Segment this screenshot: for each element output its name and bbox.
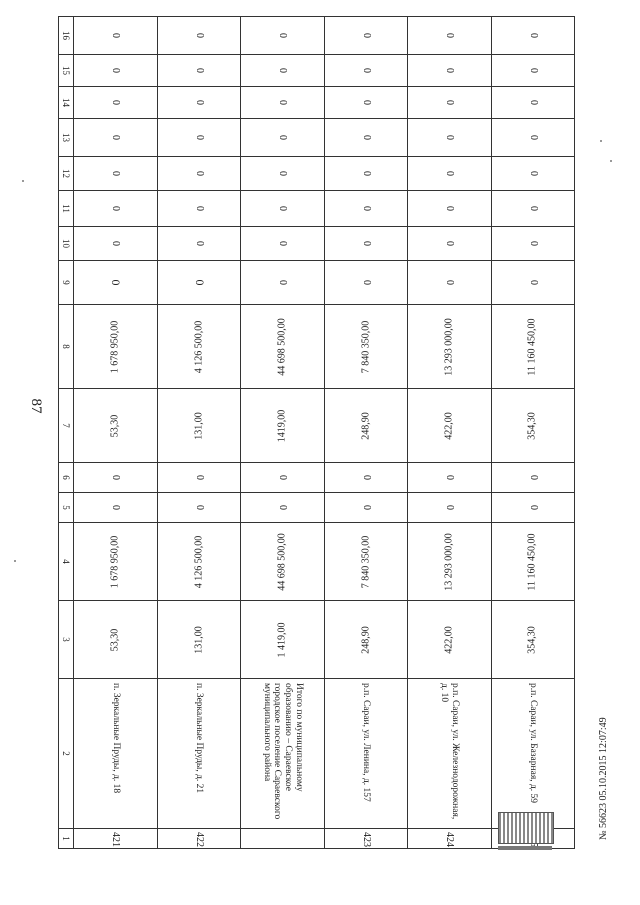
value-cell-col-13: 0 — [241, 119, 324, 157]
value-cell-col-9: 0 — [74, 261, 157, 305]
value-cell-col-3: 131,00 — [157, 601, 240, 679]
value-cell-col-7: 1419,00 — [241, 389, 324, 463]
value-cell-col-12: 0 — [491, 157, 574, 191]
value-cell-col-15: 0 — [241, 55, 324, 87]
value-cell-col-7: 53,30 — [74, 389, 157, 463]
value-cell-col-5: 0 — [157, 493, 240, 523]
table-row — [74, 17, 157, 849]
value-cell-col-7: 422,00 — [408, 389, 491, 463]
column-number-cell: 9 — [59, 261, 74, 305]
column-number-cell: 13 — [59, 119, 74, 157]
address-cell: р.п. Сараи, ул. Базарная, д. 59 — [491, 679, 574, 829]
value-cell-col-11: 0 — [157, 191, 240, 227]
address-cell: р.п. Сараи, ул. Железнодорожная, д. 10 — [408, 679, 491, 829]
value-cell-col-10: 0 — [491, 227, 574, 261]
column-number-cell: 4 — [59, 523, 74, 601]
value-cell-col-5: 0 — [241, 493, 324, 523]
value-cell-col-6: 0 — [241, 463, 324, 493]
value-cell-col-13: 0 — [74, 119, 157, 157]
column-number-cell: 11 — [59, 191, 74, 227]
value-cell-col-4: 4 126 500,00 — [157, 523, 240, 601]
address-cell: р.п. Сараи, ул. Ленина, д. 157 — [324, 679, 407, 829]
scan-speck — [22, 180, 24, 182]
rotated-table-wrapper — [58, 16, 575, 847]
value-cell-col-10: 0 — [241, 227, 324, 261]
table-row — [324, 17, 407, 849]
value-cell-col-8: 4 126 500,00 — [157, 305, 240, 389]
page-number: 87 — [28, 398, 44, 414]
rotated-table-container — [58, 16, 575, 847]
value-cell-col-12: 0 — [408, 157, 491, 191]
value-cell-col-3: 1 419,00 — [241, 601, 324, 679]
value-cell-col-16: 0 — [241, 17, 324, 55]
value-cell-col-16: 0 — [74, 17, 157, 55]
column-number-cell: 5 — [59, 493, 74, 523]
value-cell-col-4: 7 840 350,00 — [324, 523, 407, 601]
value-cell-col-4: 44 698 500,00 — [241, 523, 324, 601]
value-cell-col-10: 0 — [74, 227, 157, 261]
column-number-cell: 8 — [59, 305, 74, 389]
value-cell-col-11: 0 — [408, 191, 491, 227]
scan-speck — [600, 140, 602, 142]
value-cell-col-12: 0 — [157, 157, 240, 191]
column-number-cell: 2 — [59, 679, 74, 829]
value-cell-col-11: 0 — [491, 191, 574, 227]
row-number-cell: 424 — [408, 829, 491, 849]
value-cell-col-5: 0 — [491, 493, 574, 523]
value-cell-col-8: 13 293 000,00 — [408, 305, 491, 389]
table-row — [241, 17, 324, 849]
value-cell-col-14: 0 — [408, 87, 491, 119]
row-number-cell — [241, 829, 324, 849]
value-cell-col-16: 0 — [324, 17, 407, 55]
value-cell-col-9: 0 — [241, 261, 324, 305]
address-cell: п. Зеркальные Пруды, д. 18 — [74, 679, 157, 829]
column-number-cell: 6 — [59, 463, 74, 493]
value-cell-col-13: 0 — [324, 119, 407, 157]
value-cell-col-8: 11 160 450,00 — [491, 305, 574, 389]
row-number-cell: 423 — [324, 829, 407, 849]
column-number-cell: 3 — [59, 601, 74, 679]
value-cell-col-8: 7 840 350,00 — [324, 305, 407, 389]
value-cell-col-10: 0 — [157, 227, 240, 261]
value-cell-col-16: 0 — [157, 17, 240, 55]
value-cell-col-7: 131,00 — [157, 389, 240, 463]
column-number-cell: 10 — [59, 227, 74, 261]
value-cell-col-15: 0 — [491, 55, 574, 87]
value-cell-col-11: 0 — [74, 191, 157, 227]
value-cell-col-15: 0 — [324, 55, 407, 87]
value-cell-col-5: 0 — [74, 493, 157, 523]
value-cell-col-7: 248,90 — [324, 389, 407, 463]
notary-stamp — [498, 812, 554, 844]
address-cell: п. Зеркальные Пруды, д. 21 — [157, 679, 240, 829]
value-cell-col-10: 0 — [408, 227, 491, 261]
value-cell-col-14: 0 — [157, 87, 240, 119]
scan-speck — [610, 160, 612, 162]
value-cell-col-6: 0 — [324, 463, 407, 493]
value-cell-col-13: 0 — [157, 119, 240, 157]
value-cell-col-14: 0 — [491, 87, 574, 119]
value-cell-col-9: 0 — [491, 261, 574, 305]
value-cell-col-3: 248,90 — [324, 601, 407, 679]
value-cell-col-8: 44 698 500,00 — [241, 305, 324, 389]
value-cell-col-13: 0 — [491, 119, 574, 157]
column-number-row — [59, 17, 74, 849]
value-cell-col-5: 0 — [324, 493, 407, 523]
value-cell-col-9: 0 — [408, 261, 491, 305]
value-cell-col-7: 354,30 — [491, 389, 574, 463]
column-number-cell: 12 — [59, 157, 74, 191]
value-cell-col-6: 0 — [491, 463, 574, 493]
value-cell-col-4: 1 678 950,00 — [74, 523, 157, 601]
value-cell-col-13: 0 — [408, 119, 491, 157]
row-number-cell: 422 — [157, 829, 240, 849]
data-table — [58, 16, 575, 849]
value-cell-col-14: 0 — [324, 87, 407, 119]
value-cell-col-4: 13 293 000,00 — [408, 523, 491, 601]
column-number-cell: 1 — [59, 829, 74, 849]
value-cell-col-15: 0 — [157, 55, 240, 87]
value-cell-col-12: 0 — [74, 157, 157, 191]
value-cell-col-9: 0 — [324, 261, 407, 305]
column-number-cell: 15 — [59, 55, 74, 87]
value-cell-col-16: 0 — [491, 17, 574, 55]
value-cell-col-9: 0 — [157, 261, 240, 305]
value-cell-col-14: 0 — [241, 87, 324, 119]
value-cell-col-6: 0 — [157, 463, 240, 493]
column-number-cell: 7 — [59, 389, 74, 463]
value-cell-col-16: 0 — [408, 17, 491, 55]
value-cell-col-3: 354,30 — [491, 601, 574, 679]
value-cell-col-10: 0 — [324, 227, 407, 261]
value-cell-col-3: 422,00 — [408, 601, 491, 679]
row-number-cell: 421 — [74, 829, 157, 849]
table-row — [157, 17, 240, 849]
table-row — [491, 17, 574, 849]
value-cell-col-8: 1 678 950,00 — [74, 305, 157, 389]
value-cell-col-15: 0 — [408, 55, 491, 87]
registration-text: № 56623 05.10.2015 12:07:49 — [598, 717, 609, 840]
value-cell-col-12: 0 — [324, 157, 407, 191]
column-number-cell: 14 — [59, 87, 74, 119]
value-cell-col-4: 11 160 450,00 — [491, 523, 574, 601]
address-cell: Итого по муниципальному образованию – Сараевское городское поселение Сараевского муниципального района — [241, 679, 324, 829]
value-cell-col-11: 0 — [241, 191, 324, 227]
value-cell-col-15: 0 — [74, 55, 157, 87]
table-row — [408, 17, 491, 849]
column-number-cell: 16 — [59, 17, 74, 55]
registration-block — [598, 610, 618, 840]
value-cell-col-5: 0 — [408, 493, 491, 523]
value-cell-col-6: 0 — [74, 463, 157, 493]
value-cell-col-3: 53,30 — [74, 601, 157, 679]
value-cell-col-6: 0 — [408, 463, 491, 493]
scan-speck — [14, 560, 16, 562]
stamp-caption-bar — [498, 846, 552, 850]
value-cell-col-12: 0 — [241, 157, 324, 191]
value-cell-col-11: 0 — [324, 191, 407, 227]
value-cell-col-14: 0 — [74, 87, 157, 119]
